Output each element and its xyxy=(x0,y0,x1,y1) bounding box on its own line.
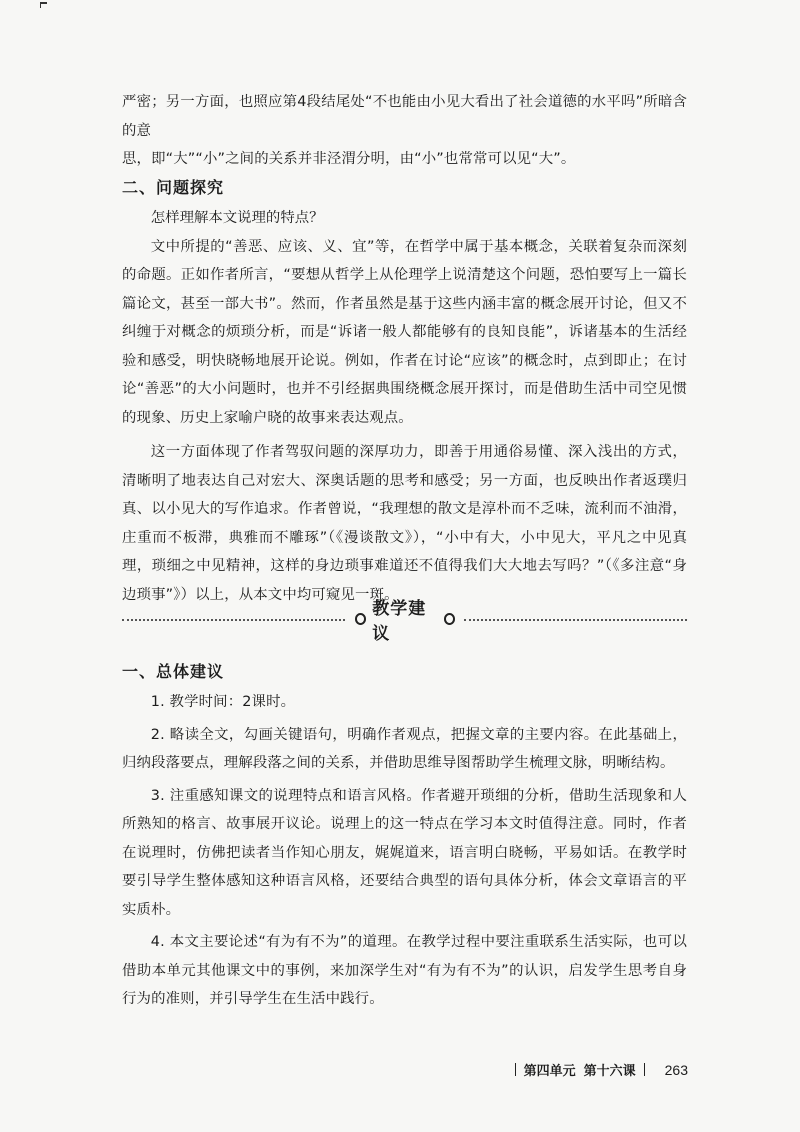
footer-separator xyxy=(515,1063,516,1076)
footer-unit: 第四单元 xyxy=(523,1064,576,1079)
question-line: 怎样理解本文说理的特点？ xyxy=(150,210,324,226)
suggestion-item-3: 3. 注重感知课文的说理特点和语言风格。作者避开琐细的分析，借助生活现象和人所熟知的格言、故事展开议论。说理上的这一特点在学习本文时值得注意。同时，作者在说理时，仿佛把读者当作知心朋友，娓娓道来，语言明白晓畅，平易如话。在教学时要引导学生整体感知这种语言风格，还要结合典型的语句具体分析，体会文章语言的平实质朴。 xyxy=(122,787,687,918)
continuation-line-2: 思，即“大”“小”之间的关系并非泾渭分明，由“小”也常常可以见“大”。 xyxy=(122,151,576,167)
suggestion-item-2: 2. 略读全文，勾画关键语句，明确作者观点，把握文章的主要内容。在此基础上，归纳段落要点，理解段落之间的关系，并借助思维导图帮助学生梳理文脉，明晰结构。 xyxy=(122,726,687,771)
divider-title-text: 教学建议 xyxy=(372,599,427,644)
page-footer xyxy=(507,1060,688,1079)
suggestion-item-4: 4. 本文主要论述“有为有不为”的道理。在教学过程中要注重联系生活实际，也可以借助本单元其他课文中的事例，来加深学生对“有为有不为”的认识，启发学生思考自身行为的准则，并引导学生在生活中践行。 xyxy=(122,934,687,1007)
continuation-block xyxy=(122,88,687,174)
section-heading: 一、总体建议 xyxy=(122,662,225,681)
teaching-suggestion-divider xyxy=(122,599,687,644)
section-heading: 二、问题探究 xyxy=(122,178,225,197)
circle-icon xyxy=(444,613,455,625)
footer-separator xyxy=(644,1063,645,1076)
corner-crop-mark xyxy=(40,2,47,8)
explore-paragraph-2: 这一方面体现了作者驾驭问题的深厚功力，即善于用通俗易懂、深入浅出的方式，清晰明了地表达自己对宏大、深奥话题的思考和感受；另一方面，也反映出作者返璞归真、以小见大的写作追求。作者曾说，“我理想的散文是淳朴而不乏味，流利而不油滑，庄重而不板滞，典雅而不雕琢”（《漫谈散文》），“小中有大，小中见大，平凡之中见真理，琐细之中见精神，这样的身边琐事难道还不值得我们大大地去写吗？”（《多注意“身边琐事”》）以上，从本文中均可窥见一斑。 xyxy=(122,444,687,603)
page-number: 263 xyxy=(664,1061,688,1078)
dotted-rule-left xyxy=(122,619,345,621)
circle-icon xyxy=(355,613,366,625)
section-problem-explore xyxy=(122,174,687,609)
footer-lesson: 第十六课 xyxy=(583,1064,636,1079)
suggestion-item-1: 1. 教学时间：2课时。 xyxy=(150,694,296,710)
explore-paragraph-1: 文中所提的“善恶、应该、义、宜”等，在哲学中属于基本概念，关联着复杂而深刻的命题。正如作者所言，“要想从哲学上从伦理学上说清楚这个问题，恐怕要写上一篇长篇论文，甚至一部大书”。然而，作者虽然是基于这些内涵丰富的概念展开讨论，但又不纠缠于对概念的烦琐分析，而是“诉诸一般人都能够有的良知良能”，诉诸基本的生活经验和感受，明快晓畅地展开论说。例如，作者在讨论“应该”的概念时，点到即止；在讨论“善恶”的大小问题时，也并不引经据典围绕概念展开探讨，而是借助生活中司空见惯的现象、历史上家喻户晓的故事来表达观点。 xyxy=(122,238,687,426)
section-overall-suggestion xyxy=(122,658,687,1014)
continuation-line-1: 严密；另一方面，也照应第4段结尾处“不也能由小见大看出了社会道德的水平吗”所暗含的意 xyxy=(122,94,687,139)
dotted-rule-right xyxy=(464,619,687,621)
divider-title xyxy=(349,599,461,644)
